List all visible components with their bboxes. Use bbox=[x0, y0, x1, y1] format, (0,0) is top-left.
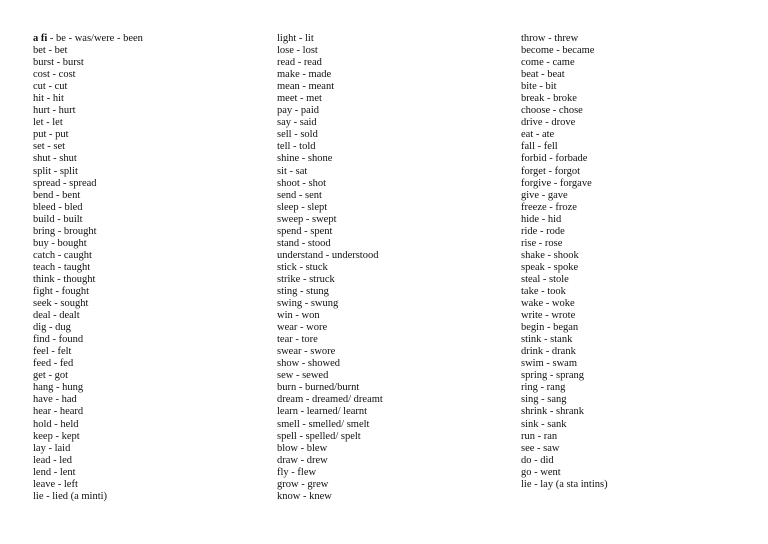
verb-entry: show - showed bbox=[277, 358, 340, 370]
verb-entry: grow - grew bbox=[277, 478, 329, 490]
verb-entry: hit - hit bbox=[33, 93, 64, 105]
verb-entry: eat - ate bbox=[521, 129, 555, 141]
verb-entry: sing - sang bbox=[521, 394, 567, 406]
verb-entry: take - took bbox=[521, 285, 566, 297]
verb-entry: light - lit bbox=[277, 33, 314, 44]
verb-entry: stick - stuck bbox=[277, 261, 328, 273]
verb-entry: sweep - swept bbox=[277, 213, 337, 225]
verb-entry: drink - drank bbox=[521, 346, 576, 358]
verb-entry: ring - rang bbox=[521, 382, 566, 394]
verb-entry: cost - cost bbox=[33, 69, 76, 81]
verb-entry: see - saw bbox=[521, 442, 560, 454]
verb-entry: steal - stole bbox=[521, 273, 569, 285]
verb-entry: catch - caught bbox=[33, 249, 92, 261]
verb-entry: wear - wore bbox=[277, 322, 328, 334]
verb-entry: shoot - shot bbox=[277, 177, 327, 189]
verb-column-2 bbox=[277, 33, 507, 503]
verb-entry: tear - tore bbox=[277, 334, 318, 346]
verb-entry: bend - bent bbox=[33, 189, 81, 201]
verb-entry: ride - rode bbox=[521, 225, 565, 237]
verb-entry: run - ran bbox=[521, 430, 558, 442]
verb-entry: freeze - froze bbox=[521, 201, 577, 213]
verb-entry: leave - left bbox=[33, 478, 78, 490]
verb-column-1 bbox=[33, 33, 263, 503]
verb-entry: read - read bbox=[277, 57, 322, 69]
verb-entry: become - became bbox=[521, 45, 595, 57]
verb-entry: shut - shut bbox=[33, 153, 77, 165]
verb-entry: burst - burst bbox=[33, 57, 84, 69]
verb-entry: bleed - bled bbox=[33, 201, 83, 213]
verb-entry: lie - lied (a minti) bbox=[33, 490, 108, 502]
verb-entry: cut - cut bbox=[33, 81, 68, 93]
verb-entry: make - made bbox=[277, 69, 332, 81]
verb-entry: tell - told bbox=[277, 141, 316, 153]
verb-entry: seek - sought bbox=[33, 298, 89, 310]
verb-entry: bring - brought bbox=[33, 225, 97, 237]
verb-entry: hurt - hurt bbox=[33, 105, 76, 117]
verb-entry: teach - taught bbox=[33, 261, 91, 273]
verb-entry: lay - laid bbox=[33, 442, 71, 454]
verb-entry: feel - felt bbox=[33, 346, 72, 358]
verb-entry: sell - sold bbox=[277, 129, 318, 141]
verb-entry: wake - woke bbox=[521, 298, 575, 310]
verb-entry: hide - hid bbox=[521, 213, 562, 225]
verb-entry: sit - sat bbox=[277, 165, 308, 177]
verb-entry: sew - sewed bbox=[277, 370, 329, 382]
verb-entry: mean - meant bbox=[277, 81, 335, 93]
verb-entry: feed - fed bbox=[33, 358, 74, 370]
verb-entry: bite - bit bbox=[521, 81, 557, 93]
verb-entry: send - sent bbox=[277, 189, 322, 201]
verb-entry bbox=[33, 33, 263, 45]
verb-entry: dig - dug bbox=[33, 322, 71, 334]
verb-entry-rest: - be - was/were - been bbox=[47, 33, 143, 44]
verb-entry: throw - threw bbox=[521, 33, 579, 44]
verb-entry: deal - dealt bbox=[33, 310, 80, 322]
verb-entry: stink - stank bbox=[521, 334, 573, 346]
verb-entry: spend - spent bbox=[277, 225, 333, 237]
verb-entry: hear - heard bbox=[33, 406, 84, 418]
verb-entry: say - said bbox=[277, 117, 317, 129]
verb-entry: fall - fell bbox=[521, 141, 558, 153]
verb-entry: strike - struck bbox=[277, 273, 335, 285]
verb-entry: shrink - shrank bbox=[521, 406, 584, 418]
verb-entry: swim - swam bbox=[521, 358, 577, 370]
verb-entry: get - got bbox=[33, 370, 68, 382]
verb-entry: build - built bbox=[33, 213, 83, 225]
verb-entry: give - gave bbox=[521, 189, 568, 201]
verb-entry: understand - understood bbox=[277, 249, 379, 261]
verb-entry: sleep - slept bbox=[277, 201, 328, 213]
verb-entry: find - found bbox=[33, 334, 84, 346]
verb-entry: lie - lay (a sta intins) bbox=[521, 478, 608, 490]
verb-entry: spell - spelled/ spelt bbox=[277, 430, 361, 442]
verb-entry: shake - shook bbox=[521, 249, 579, 261]
verb-entry: put - put bbox=[33, 129, 69, 141]
verb-entry: swear - swore bbox=[277, 346, 336, 358]
verb-entry: bet - bet bbox=[33, 45, 68, 57]
verb-entry: lose - lost bbox=[277, 45, 318, 57]
verb-entry: go - went bbox=[521, 466, 561, 478]
verb-entry: stand - stood bbox=[277, 237, 331, 249]
verb-entry: blow - blew bbox=[277, 442, 328, 454]
verb-column-3 bbox=[521, 33, 751, 491]
verb-entry: forget - forgot bbox=[521, 165, 581, 177]
verb-entry: drive - drove bbox=[521, 117, 576, 129]
verb-entry: smell - smelled/ smelt bbox=[277, 418, 370, 430]
verb-entry: sink - sank bbox=[521, 418, 567, 430]
verb-entry: sting - stung bbox=[277, 285, 329, 297]
verb-entry: buy - bought bbox=[33, 237, 87, 249]
verb-entry: think - thought bbox=[33, 273, 96, 285]
verb-entry-bold: a fi bbox=[33, 33, 48, 44]
verb-entry: hang - hung bbox=[33, 382, 84, 394]
verb-entry: dream - dreamed/ dreamt bbox=[277, 394, 383, 406]
verb-entry: hold - held bbox=[33, 418, 79, 430]
verb-entry: keep - kept bbox=[33, 430, 80, 442]
verb-entry: shine - shone bbox=[277, 153, 333, 165]
verb-entry: draw - drew bbox=[277, 454, 328, 466]
verb-entry: learn - learned/ learnt bbox=[277, 406, 368, 418]
verb-entry: choose - chose bbox=[521, 105, 583, 117]
verb-entry: fight - fought bbox=[33, 285, 89, 297]
verb-entry: burn - burned/burnt bbox=[277, 382, 360, 394]
verb-entry: let - let bbox=[33, 117, 63, 129]
verb-entry: split - split bbox=[33, 165, 78, 177]
verb-entry: spring - sprang bbox=[521, 370, 584, 382]
verb-entry: win - won bbox=[277, 310, 320, 322]
verb-entry: begin - began bbox=[521, 322, 579, 334]
verb-entry: write - wrote bbox=[521, 310, 576, 322]
verb-entry: forbid - forbade bbox=[521, 153, 588, 165]
verb-entry: come - came bbox=[521, 57, 575, 69]
verb-entry: spread - spread bbox=[33, 177, 97, 189]
verb-entry: set - set bbox=[33, 141, 66, 153]
verb-entry: swing - swung bbox=[277, 298, 339, 310]
verb-entry: know - knew bbox=[277, 490, 332, 502]
verb-entry: forgive - forgave bbox=[521, 177, 592, 189]
verb-entry: meet - met bbox=[277, 93, 322, 105]
verb-entry: fly - flew bbox=[277, 466, 317, 478]
verb-entry: pay - paid bbox=[277, 105, 319, 117]
verb-entry: beat - beat bbox=[521, 69, 565, 81]
verb-entry: rise - rose bbox=[521, 237, 563, 249]
verb-entry: lend - lent bbox=[33, 466, 76, 478]
verb-entry: break - broke bbox=[521, 93, 577, 105]
verb-entry: speak - spoke bbox=[521, 261, 579, 273]
verb-entry: lead - led bbox=[33, 454, 73, 466]
verb-entry: have - had bbox=[33, 394, 77, 406]
verb-entry: do - did bbox=[521, 454, 554, 466]
